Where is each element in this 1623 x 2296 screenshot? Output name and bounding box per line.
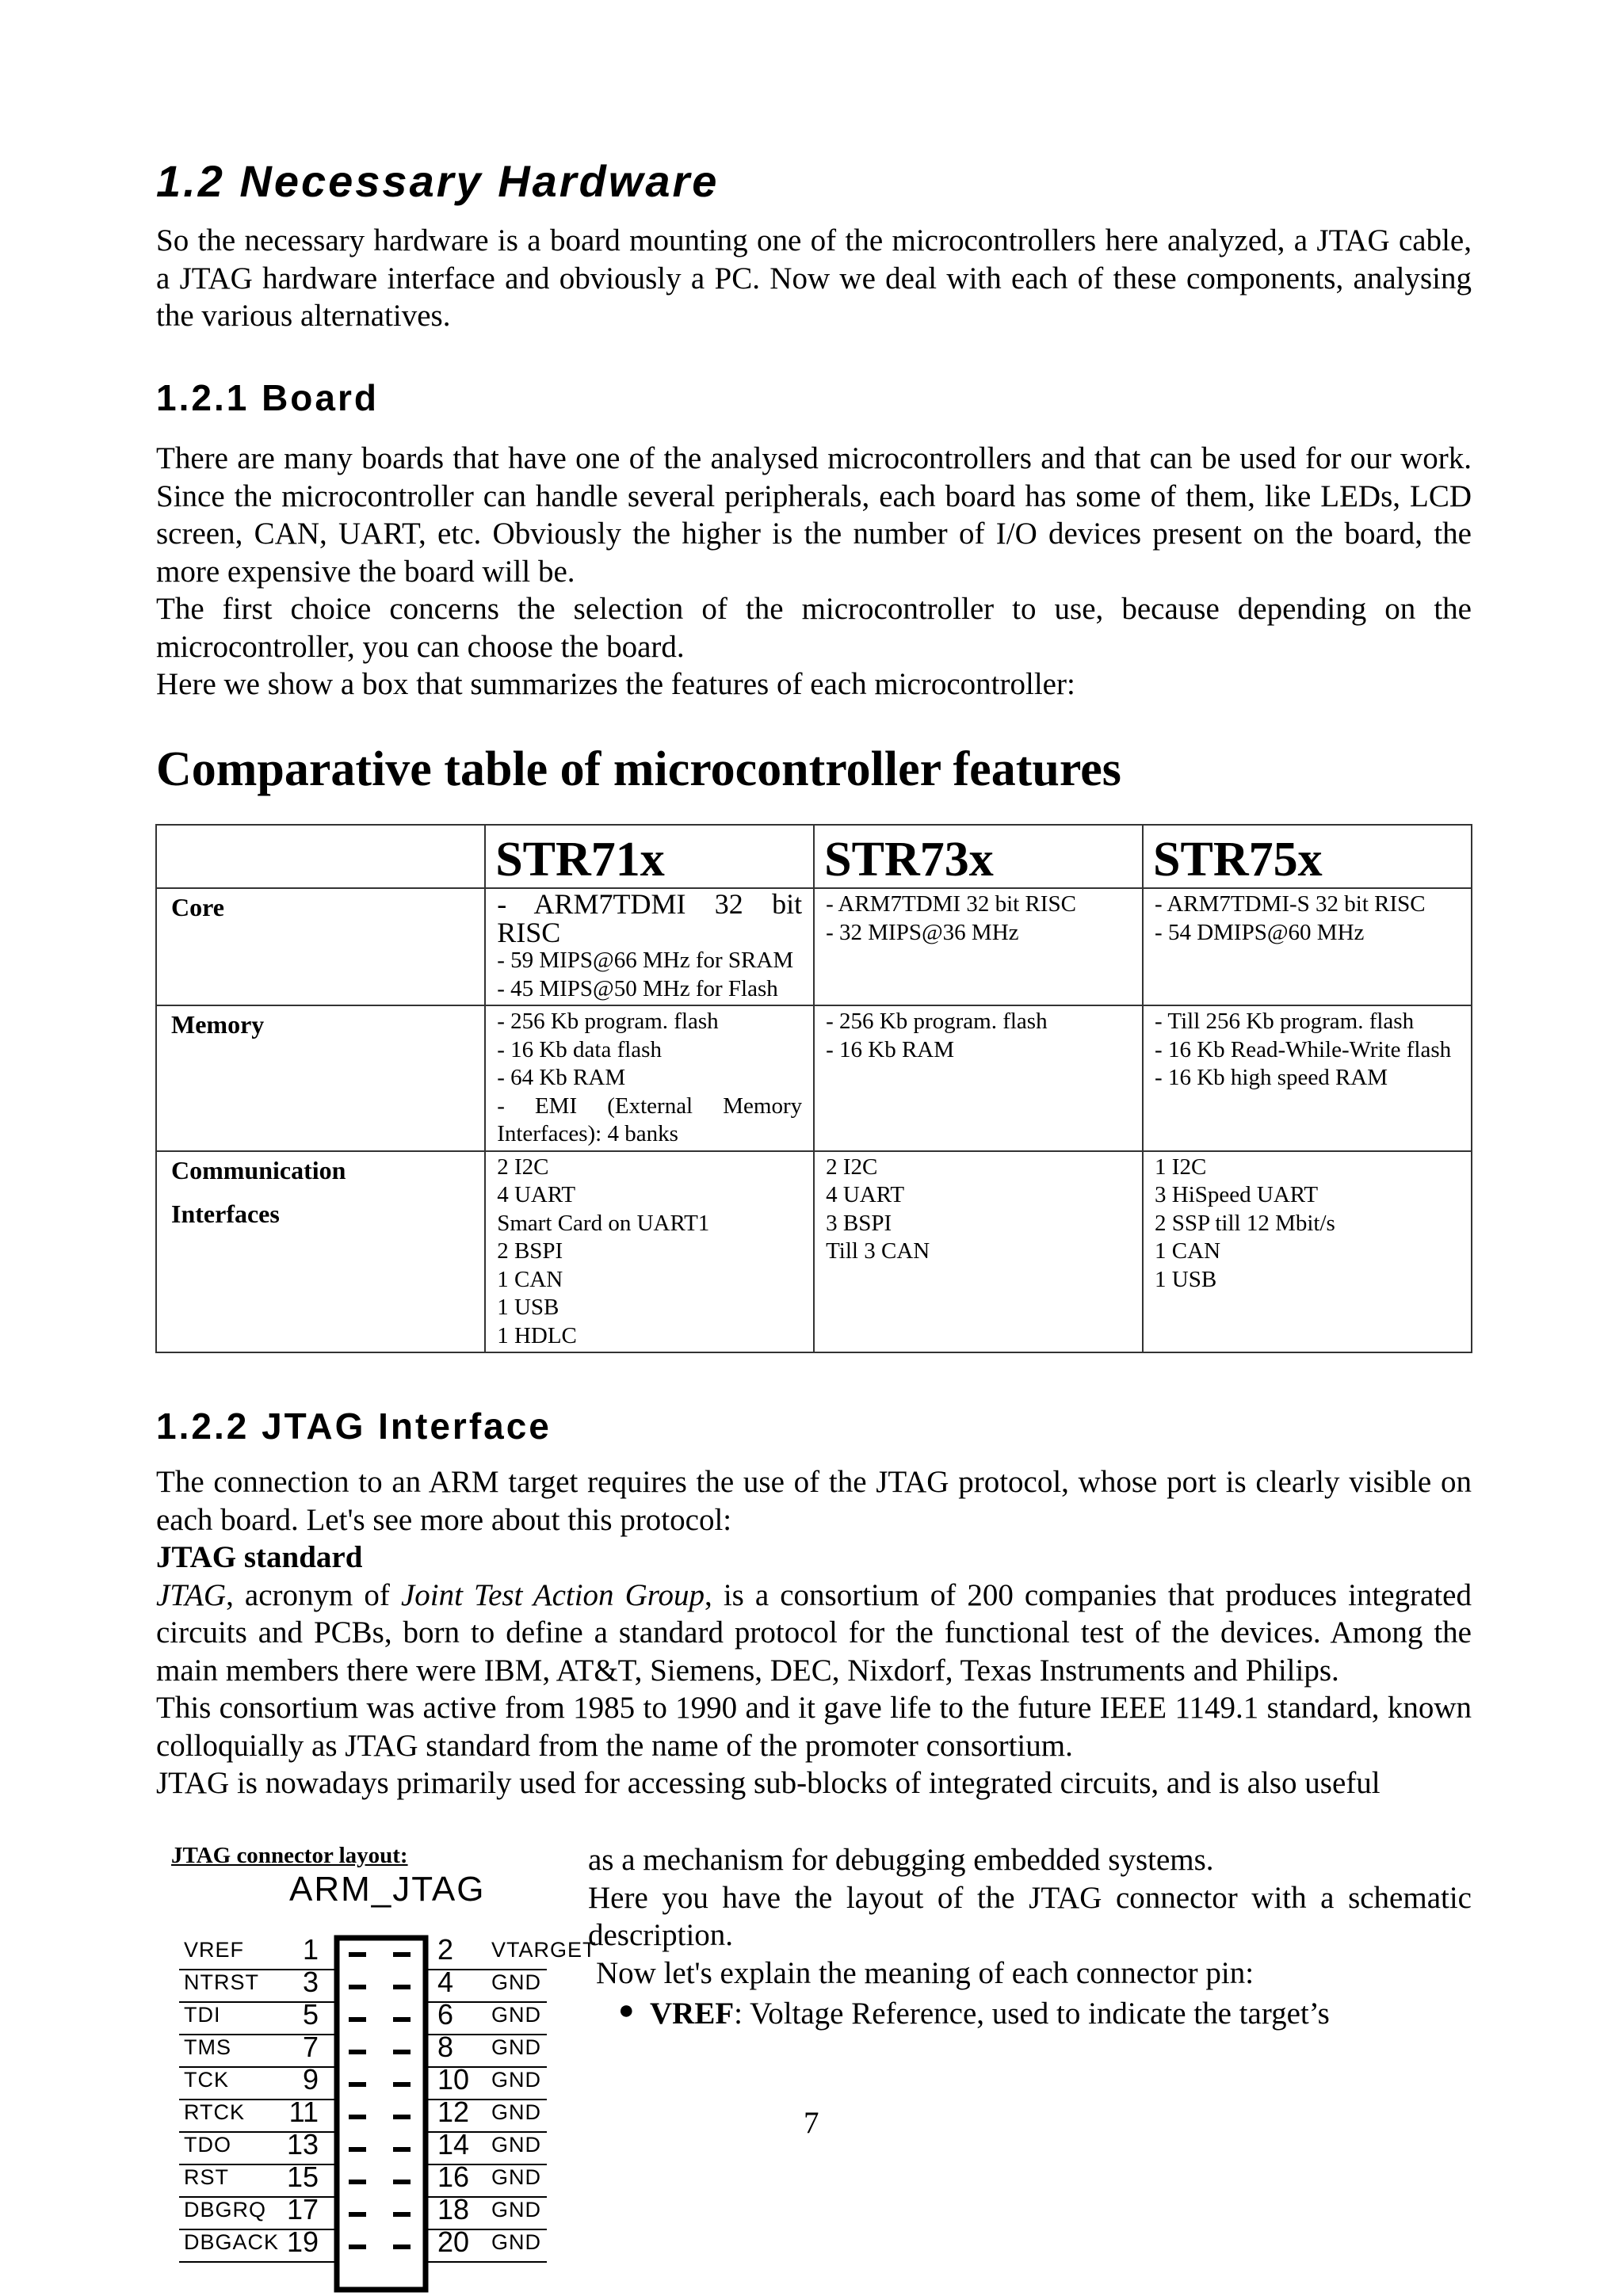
cell-line: 1 USB <box>1155 1266 1217 1292</box>
pin-label-tms: TMS <box>184 2035 231 2059</box>
pin-number-9: 9 <box>302 2063 319 2096</box>
cell-line: - ARM7TDMI 32 bit RISC <box>497 888 803 948</box>
cell-line: 3 HiSpeed UART <box>1155 1182 1319 1207</box>
pin-label-tdi: TDI <box>184 2003 221 2027</box>
pin-label-gnd: GND <box>491 2165 541 2189</box>
pin-number-3: 3 <box>302 1966 319 1998</box>
cell-line: 4 UART <box>826 1182 905 1207</box>
board-paragraph-2: The first choice concerns the selection of the microcontroller to use, because depending on the microcontroller, you can choose the board. <box>156 592 1472 664</box>
comparison-table-title: Comparative table of microcontroller features <box>156 742 1121 796</box>
pin-label-gnd: GND <box>491 2133 541 2157</box>
pin-number-10: 10 <box>437 2063 470 2096</box>
pin-label-gnd: GND <box>491 2100 541 2124</box>
jtag-paragraph-2-rest: , is a consortium of 200 companies that produces integrated circuits and PCBs, born to define a standard protocol for the functional test of the devices. Among the main members there were IBM, AT&T, Siemens, DEC, Nixdorf, Texas Instruments and Philips. <box>156 1577 1472 1688</box>
cell-line: - ARM7TDMI-S 32 bit RISC <box>1155 891 1426 917</box>
pin-label-gnd: GND <box>491 2003 541 2027</box>
pin-label-dbgrq: DBGRQ <box>184 2198 267 2222</box>
cell-line: - 45 MIPS@50 MHz for Flash <box>497 975 778 1001</box>
pin-label-gnd: GND <box>491 2230 541 2254</box>
cell-line: - 256 Kb program. flash <box>826 1009 1048 1034</box>
row-label-line: Interfaces <box>171 1199 280 1228</box>
cell-line: 3 BSPI <box>826 1210 892 1236</box>
jtag-paragraph-3: This consortium was active from 1985 to 1990 and it gave life to the future IEEE 1149.1 standard, known colloquially as JTAG standard from the name of the promoter consortium. <box>156 1691 1472 1763</box>
jtag-paragraph-4-line-2: as a mechanism for debugging embedded systems. <box>588 1843 1214 1877</box>
cell-line: 1 USB <box>497 1295 559 1320</box>
pin-label-rtck: RTCK <box>184 2100 246 2124</box>
pin-label-vtarget: VTARGET <box>491 1938 597 1962</box>
cell-line: - 59 MIPS@66 MHz for SRAM <box>497 948 794 973</box>
pin-number-7: 7 <box>302 2031 319 2063</box>
cell-line: - 256 Kb program. flash <box>497 1009 719 1034</box>
cell-line: - 16 Kb Read-While-Write flash <box>1155 1036 1452 1062</box>
jtag-paragraph-1: The connection to an ARM target requires the use of the JTAG protocol, whose port is clearly visible on each board. Let's see more about this protocol: <box>156 1465 1472 1537</box>
pin-number-4: 4 <box>437 1966 454 1998</box>
cell-line: - ARM7TDMI 32 bit RISC <box>826 891 1076 917</box>
pin-label-gnd: GND <box>491 2068 541 2092</box>
pin-number-14: 14 <box>437 2128 470 2161</box>
pin-number-11: 11 <box>288 2096 319 2128</box>
cell-line: 2 SSP till 12 Mbit/s <box>1155 1210 1335 1236</box>
bullet-text: : Voltage Reference, used to indicate the target’s <box>734 1997 1330 2031</box>
cell-line: 1 CAN <box>1155 1238 1221 1264</box>
pin-label-tck: TCK <box>184 2068 229 2092</box>
pin-number-19: 19 <box>286 2225 319 2258</box>
pin-label-gnd: GND <box>491 1970 541 1994</box>
cell-line: - 16 Kb data flash <box>497 1036 662 1062</box>
section-1-2-title: 1.2 Necessary Hardware <box>156 156 720 206</box>
pin-number-5: 5 <box>302 1998 319 2031</box>
cell-line: 2 I2C <box>497 1154 549 1180</box>
cell-line: 4 UART <box>497 1182 576 1207</box>
jtag-standard-heading: JTAG standard <box>156 1540 363 1574</box>
jtag-figure-caption: JTAG connector layout: <box>171 1843 408 1868</box>
connector-outline <box>337 1938 426 2290</box>
jtag-paragraph-5: Here you have the layout of the JTAG connector with a schematic description. <box>588 1880 1472 1952</box>
pin-label-rst: RST <box>184 2165 229 2189</box>
cell-line: - 16 Kb RAM <box>826 1036 955 1062</box>
jtag-term: JTAG <box>156 1577 227 1612</box>
jtag-paragraph-6: Now let's explain the meaning of each connector pin: <box>596 1955 1254 1990</box>
cell-line: 1 CAN <box>497 1266 563 1292</box>
table-header-str75x: STR75x <box>1143 825 1472 888</box>
cell-line: - 16 Kb high speed RAM <box>1155 1065 1388 1090</box>
pin-number-1: 1 <box>302 1933 319 1966</box>
section-1-2-1-title: 1.2.1 Board <box>156 377 379 418</box>
jtag-full-name: Joint Test Action Group <box>400 1577 705 1612</box>
pin-number-2: 2 <box>437 1933 454 1966</box>
page-number: 7 <box>804 2106 819 2140</box>
cell-line: Till 3 CAN <box>826 1238 930 1264</box>
cell-line: 1 HDLC <box>497 1322 577 1348</box>
board-paragraph-1: There are many boards that have one of the analysed microcontrollers and that can be used for our work. Since the microcontroller can handle several peripherals, each board has some of them, like LEDs, LCD screen, CAN, UART, etc. Obviously the higher is the number of I/O devices present on the board, the more expensive the board will be. <box>156 441 1472 589</box>
table-header-str71x: STR71x <box>485 825 814 888</box>
bullet-term: VREF <box>650 1997 735 2031</box>
pin-number-12: 12 <box>437 2096 470 2128</box>
pin-label-dbgack: DBGACK <box>184 2230 280 2254</box>
pin-number-13: 13 <box>286 2128 319 2161</box>
pin-label-gnd: GND <box>491 2198 541 2222</box>
table-header-str73x: STR73x <box>814 825 1143 888</box>
section-1-2-2-title: 1.2.2 JTAG Interface <box>156 1405 552 1447</box>
pin-number-17: 17 <box>286 2193 319 2225</box>
pin-number-15: 15 <box>286 2161 319 2193</box>
pin-number-20: 20 <box>437 2225 470 2258</box>
cell-line: - 32 MIPS@36 MHz <box>826 919 1019 945</box>
cell-line: 2 I2C <box>826 1154 878 1180</box>
jtag-paragraph-2-mid: , acronym of <box>226 1577 401 1612</box>
row-label-line: Memory <box>171 1010 265 1039</box>
cell-line: 2 BSPI <box>497 1238 563 1264</box>
cell-line: Smart Card on UART1 <box>497 1210 710 1236</box>
cell-line: - Till 256 Kb program. flash <box>1155 1009 1415 1034</box>
pin-number-16: 16 <box>437 2161 470 2193</box>
pin-label-tdo: TDO <box>184 2133 231 2157</box>
cell-line: - EMI (External Memory Interfaces): 4 banks <box>497 1093 803 1146</box>
row-label-line: Communication <box>171 1155 346 1184</box>
pin-label-vref: VREF <box>184 1938 245 1962</box>
pin-label-ntrst: NTRST <box>184 1970 259 1994</box>
row-label-line: Core <box>171 893 224 921</box>
bullet-dot-icon: ● <box>618 1996 635 2025</box>
cell-line: 1 I2C <box>1155 1154 1207 1180</box>
board-paragraph-3: Here we show a box that summarizes the features of each microcontroller: <box>156 667 1075 701</box>
pin-number-6: 6 <box>437 1998 454 2031</box>
pin-label-gnd: GND <box>491 2035 541 2059</box>
cell-line: - 64 Kb RAM <box>497 1065 626 1090</box>
pin-number-18: 18 <box>437 2193 470 2225</box>
jtag-figure-name: ARM_JTAG <box>289 1870 486 1909</box>
cell-line: - 54 DMIPS@60 MHz <box>1155 919 1365 945</box>
section-1-2-text: So the necessary hardware is a board mounting one of the microcontrollers here analyzed, a JTAG cable, a JTAG hardware interface and obviously a PC. Now we deal with each of these components, analysing the various alternatives. <box>156 223 1472 333</box>
jtag-paragraph-4-line-1: JTAG is nowadays primarily used for accessing sub-blocks of integrated circuits, and is also useful <box>156 1766 1381 1800</box>
pin-number-8: 8 <box>437 2031 454 2063</box>
